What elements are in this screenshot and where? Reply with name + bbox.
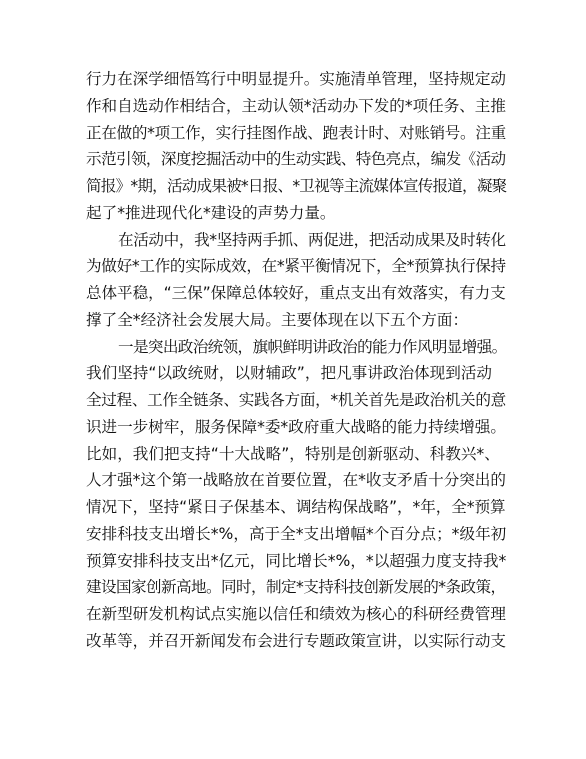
text-line: 行力在深学细悟笃行中明显提升。实施清单管理，坚持规定动 — [86, 70, 506, 88]
body-text — [86, 66, 506, 655]
text-line: 人才强*这个第一战略放在首要位置，在*收支矛盾十分突出的 — [86, 471, 506, 490]
text-line: 比如，我们把支持“十大战略”，特别是创新驱动、科教兴*、 — [86, 444, 500, 463]
text-line: 示范引领，深度挖掘活动中的生动实践、特色亮点，编发《活动 — [86, 150, 506, 169]
text-line: 预算安排科技支出*亿元，同比增长*%，*以超强力度支持我* — [86, 551, 507, 570]
text-line: 识进一步树牢，服务保障*委*政府重大战略的能力持续增强。 — [86, 417, 506, 436]
paragraph — [86, 334, 506, 655]
text-line: 撑了全*经济社会发展大局。主要体现在以下五个方面： — [86, 310, 469, 329]
text-line: 一是突出政治统领，旗帜鲜明讲政治的能力作风明显增强。 — [118, 337, 507, 356]
text-line: 总体平稳，“三保”保障总体较好，重点支出有效落实，有力支 — [86, 284, 506, 302]
text-line: 情况下，坚持“紧日子保基本、调结构保战略”，*年，全*预算 — [86, 498, 506, 516]
text-line: 全过程、工作全链条、实践各方面，*机关首先是政治机关的意 — [86, 391, 506, 409]
text-line: 起了*推进现代化*建设的声势力量。 — [86, 203, 336, 222]
text-line: 作和自选动作相结合，主动认领*活动办下发的*项任务、主推 — [86, 96, 506, 115]
paragraph — [86, 227, 506, 334]
text-line: 安排科技支出增长*%，高于全*支出增幅*个百分点；*级年初 — [86, 524, 507, 543]
text-line: 建设国家创新高地。同时，制定*支持科技创新发展的*条政策， — [86, 578, 506, 597]
text-line: 为做好*工作的实际成效，在*紧平衡情况下，全*预算执行保持 — [86, 257, 506, 276]
text-line: 简报》*期，活动成果被*日报、*卫视等主流媒体宣传报道，凝聚 — [86, 177, 507, 195]
paragraph — [86, 66, 506, 227]
text-line: 在活动中，我*坚持两手抓、两促进，把活动成果及时转化 — [118, 230, 506, 249]
text-line: 正在做的*项工作，实行挂图作战、跑表计时、对账销号。注重 — [86, 123, 506, 142]
text-line: 我们坚持“以政统财，以财辅政”，把凡事讲政治体现到活动 — [86, 364, 493, 383]
text-line: 在新型研发机构试点实施以信任和绩效为核心的科研经费管理 — [86, 605, 506, 623]
text-line: 改革等，并召开新闻发布会进行专题政策宣讲，以实际行动支 — [86, 631, 506, 650]
